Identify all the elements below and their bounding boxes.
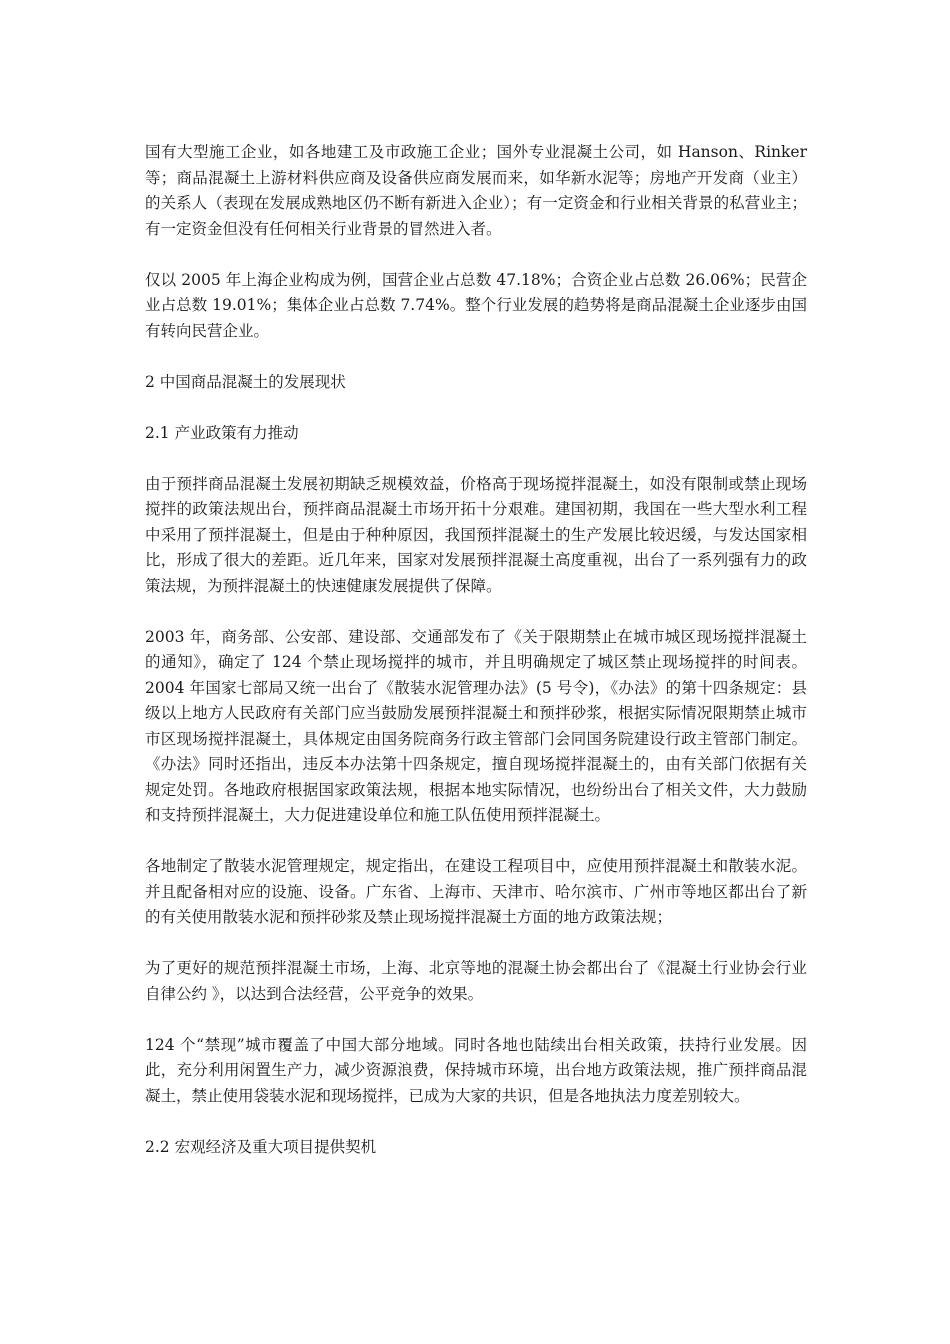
document-page (145, 140, 807, 1186)
subsection-heading-2-2: 2.2 宏观经济及重大项目提供契机 (145, 1137, 377, 1156)
paragraph-enterprise-types: 国有大型施工企业，如各地建工及市政施工企业；国外专业混凝土公司，如 Hanson、Rinker 等；商品混凝土上游材料供应商及设备供应商发展而来，如华新水泥等；房地产开发商（业主）的关系人（表现在发展成熟地区仍不断有新进入企业）；有一定资金和行业相关背景的私营业主；有一定资金但没有任何相关行业背景的冒然进入者。 (145, 143, 807, 238)
paragraph-shanghai-composition: 仅以 2005 年上海企业构成为例，国营企业占总数 47.18%；合资企业占总数 26.06%；民营企业占总数 19.01%；集体企业占总数 7.74%。整个行业发展的趋势将是商品混凝土企业逐步由国有转向民营企业。 (145, 270, 807, 340)
section-heading-2: 2 中国商品混凝土的发展现状 (145, 372, 346, 391)
subsection-heading-2-1: 2.1 产业政策有力推动 (145, 423, 299, 442)
paragraph-124-cities: 124 个“禁现”城市覆盖了中国大部分地域。同时各地也陆续出台相关政策，扶持行业发展。因此，充分利用闲置生产力，减少资源浪费，保持城市环境，出台地方政策法规，推广预拌商品混凝土，禁止使用袋装水泥和现场搅拌，已成为大家的共识，但是各地执法力度差别较大。 (145, 1035, 807, 1105)
paragraph-policy-2003: 2003 年，商务部、公安部、建设部、交通部发布了《关于限期禁止在城市城区现场搅拌混凝土的通知》，确定了 124 个禁止现场搅拌的城市，并且明确规定了城区禁止现场搅拌的时间表。2004 年国家七部局又统一出台了《散装水泥管理办法》(5 号令)，《办法》的第十四条规定：县级以上地方人民政府有关部门应当鼓励发展预拌混凝土和预拌砂浆，根据实际情况限期禁止城市市区现场搅拌混凝土，具体规定由国务院商务行政主管部门会同国务院建设行政主管部门制定。《办法》同时还指出，违反本办法第十四条规定，擅自现场搅拌混凝土的，由有关部门依据有关规定处罚。各地政府根据国家政策法规，根据本地实际情况，也纷纷出台了相关文件，大力鼓励和支持预拌混凝土，大力促进建设单位和施工队伍使用预拌混凝土。 (145, 627, 807, 824)
paragraph-early-development: 由于预拌商品混凝土发展初期缺乏规模效益，价格高于现场搅拌混凝土，如没有限制或禁止现场搅拌的政策法规出台，预拌商品混凝土市场开拓十分艰难。建国初期，我国在一些大型水利工程中采用了预拌混凝土，但是由于种种原因，我国预拌混凝土的生产发展比较迟缓，与发达国家相比，形成了很大的差距。近几年来，国家对发展预拌混凝土高度重视，出台了一系列强有力的政策法规，为预拌混凝土的快速健康发展提供了保障。 (145, 474, 807, 595)
paragraph-local-regulations: 各地制定了散装水泥管理规定，规定指出，在建设工程项目中，应使用预拌混凝土和散装水泥。并且配备相对应的设施、设备。广东省、上海市、天津市、哈尔滨市、广州市等地区都出台了新的有关使用散装水泥和预拌砂浆及禁止现场搅拌混凝土方面的地方政策法规； (145, 857, 807, 926)
paragraph-industry-self-discipline: 为了更好的规范预拌混凝土市场，上海、北京等地的混凝土协会都出台了《混凝土行业协会行业自律公约 》，以达到合法经营，公平竞争的效果。 (145, 959, 807, 1003)
